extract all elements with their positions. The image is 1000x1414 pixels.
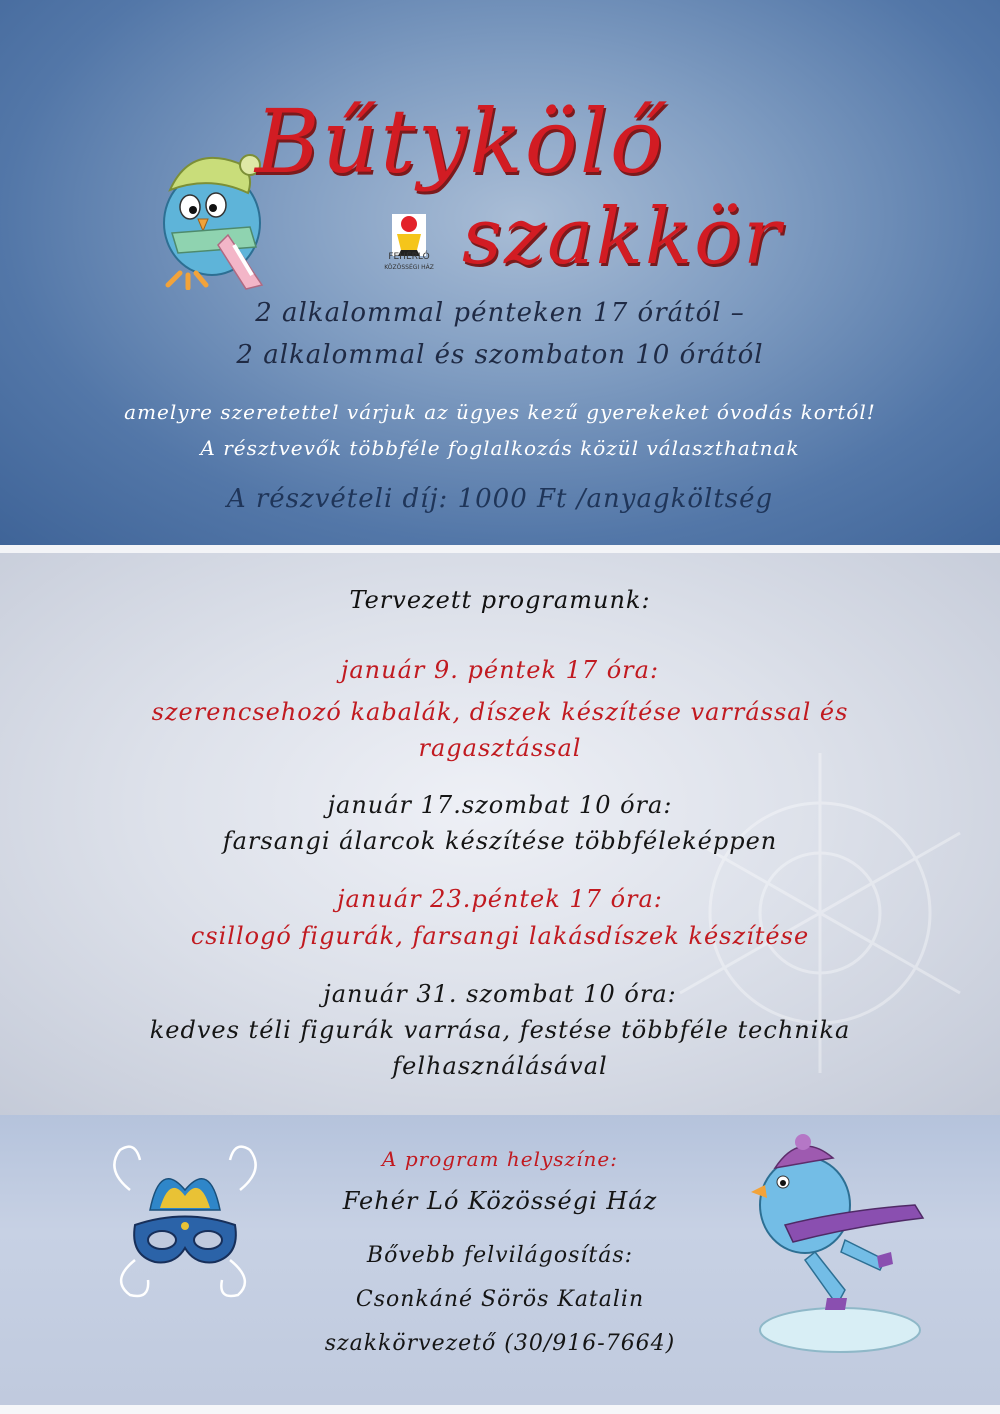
info-label: Bővebb felvilágosítás: xyxy=(366,1243,634,1268)
schedule-line-2: 2 alkalommal és szombaton 10 órától xyxy=(236,340,764,370)
divider xyxy=(0,545,1000,553)
title-line2: szakkör xyxy=(462,192,783,282)
invite-line-2: A résztvevők többféle foglalkozás közül választhatnak xyxy=(200,436,800,460)
logo-sub: KÖZÖSSÉGI HÁZ xyxy=(384,264,434,271)
event-1-date: január 9. péntek 17 óra: xyxy=(340,656,660,684)
event-2-date: január 17.szombat 10 óra: xyxy=(327,791,673,819)
event-3-date: január 23.péntek 17 óra: xyxy=(337,885,663,913)
location-label: A program helyszíne: xyxy=(382,1147,618,1171)
footer-section xyxy=(0,1115,1000,1405)
event-4-desc-1: kedves téli figurák varrása, festése többféle technika xyxy=(149,1016,851,1044)
event-4-desc-2: felhasználásával xyxy=(392,1052,608,1080)
logo-name: FEHÉRLÓ xyxy=(388,252,430,262)
program-section xyxy=(0,553,1000,1115)
bottom-border xyxy=(0,1405,1000,1414)
location-name: Fehér Ló Közösségi Ház xyxy=(342,1187,658,1215)
event-4-date: január 31. szombat 10 óra: xyxy=(323,980,677,1008)
event-1-desc-2: ragasztással xyxy=(418,734,582,762)
invite-line-1: amelyre szeretettel várjuk az ügyes kezű gyerekeket óvodás kortól! xyxy=(124,400,876,424)
contact-name: Csonkáné Sörös Katalin xyxy=(355,1287,645,1312)
program-title: Tervezett programunk: xyxy=(349,586,651,614)
schedule-line-1: 2 alkalommal pénteken 17 órától – xyxy=(255,298,745,328)
title-line1: Bűtykölő xyxy=(255,90,665,193)
contact-role: szakkörvezető (30/916-7664) xyxy=(324,1331,676,1356)
fee-text: A részvételi díj: 1000 Ft /anyagköltség xyxy=(226,484,774,514)
event-3-desc-1: csillogó figurák, farsangi lakásdíszek készítése xyxy=(190,922,810,950)
event-1-desc-1: szerencsehozó kabalák, díszek készítése varrással és xyxy=(151,698,849,726)
header-banner xyxy=(0,0,1000,545)
event-2-desc-1: farsangi álarcok készítése többféleképpen xyxy=(222,827,778,855)
